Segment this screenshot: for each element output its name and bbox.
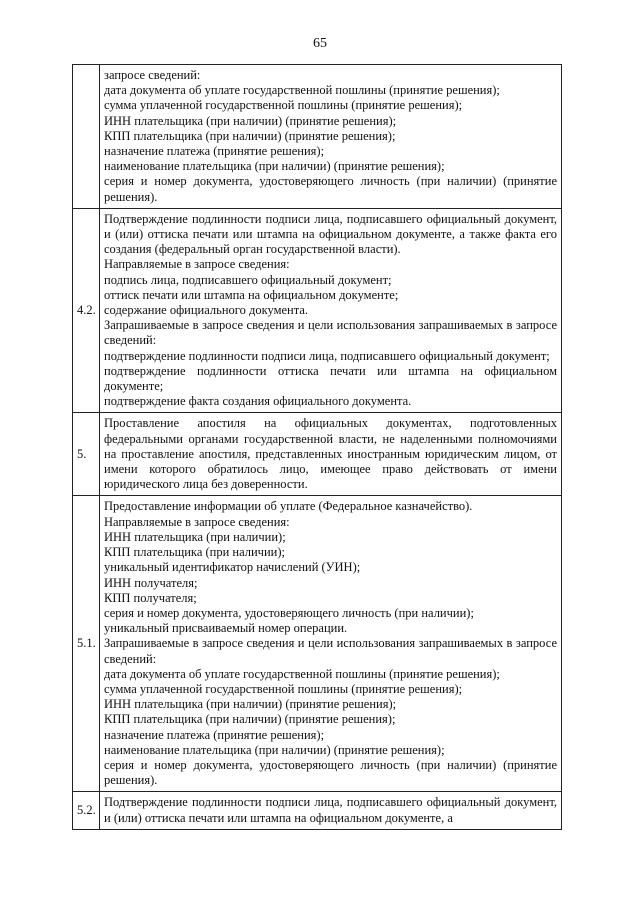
row-text-line: назначение платежа (принятие решения); [104, 727, 325, 742]
row-text-line: Запрашиваемые в запросе сведения и цели использования запрашиваемых в запросе сведений: [104, 636, 557, 666]
row-text-line: подтверждение подлинности оттиска печати или штампа на официальном документе; [104, 363, 557, 394]
row-text-line: серия и номер документа, удостоверяющего личность (при наличии); [104, 605, 474, 620]
row-text-line: Проставление апостиля на официальных документах, подготовленных федеральными органами государственной власти, не наделенными полномочиями на проставление апостиля, представленных иностранным юридическим лицом, от имени которого обратилось лицо, имеющее право действовать от имени юридического лица без доверенности. [104, 416, 557, 492]
row-text-line: Подтверждение подлинности подписи лица, подписавшего официальный документ, и (или) оттиска печати или штампа на официальном документе, а [104, 795, 557, 825]
row-text-line: подтверждение факта создания официального документа. [104, 394, 412, 409]
row-text-line: Запрашиваемые в запросе сведения и цели использования запрашиваемых в запросе сведений: [104, 318, 557, 348]
table-row [73, 208, 562, 413]
row-text-line: КПП получателя; [104, 590, 197, 605]
row-text-line: сумма уплаченной государственной пошлины (принятие решения); [104, 98, 463, 113]
row-text-line: содержание официального документа. [104, 303, 309, 318]
row-content [100, 65, 562, 209]
row-text-line: дата документа об уплате государственной пошлины (принятие решения); [104, 83, 500, 98]
table-row [73, 65, 562, 209]
row-text-line: Подтверждение подлинности подписи лица, подписавшего официальный документ, и (или) оттиска печати или штампа на официальном документе, а также факта его создания (федеральный орган государственной власти). [104, 211, 557, 257]
table-row [73, 792, 562, 829]
services-table [72, 64, 562, 830]
row-text-line: сумма уплаченной государственной пошлины (принятие решения); [104, 681, 463, 696]
row-text-line: уникальный присваиваемый номер операции. [104, 621, 348, 636]
table-row [73, 496, 562, 792]
row-number: 5. [73, 413, 100, 496]
row-text-line: ИНН получателя; [104, 575, 198, 590]
row-content [100, 208, 562, 413]
row-text-line: оттиск печати или штампа на официальном документе; [104, 287, 399, 302]
row-text-line: ИНН плательщика (при наличии); [104, 529, 286, 544]
page-number: 65 [313, 36, 327, 51]
row-content [100, 413, 562, 496]
row-text-line: Направляемые в запросе сведения: [104, 257, 290, 272]
row-text-line: КПП плательщика (при наличии); [104, 545, 285, 560]
row-text-line: назначение платежа (принятие решения); [104, 144, 325, 159]
row-number [73, 65, 100, 209]
row-text-line: наименование плательщика (при наличии) (принятие решения); [104, 742, 445, 757]
row-text-line: ИНН плательщика (при наличии) (принятие решения); [104, 697, 397, 712]
row-number: 5.2. [73, 792, 100, 829]
table-row [73, 413, 562, 496]
row-text-line: КПП плательщика (при наличии) (принятие решения); [104, 128, 396, 143]
row-number: 5.1. [73, 496, 100, 792]
row-content [100, 496, 562, 792]
row-text-line: КПП плательщика (при наличии) (принятие решения); [104, 712, 396, 727]
row-content [100, 792, 562, 829]
row-text-line: подпись лица, подписавшего официальный документ; [104, 272, 392, 287]
row-text-line: дата документа об уплате государственной пошлины (принятие решения); [104, 666, 500, 681]
row-text-line: уникальный идентификатор начислений (УИН); [104, 560, 361, 575]
row-text-line: ИНН плательщика (при наличии) (принятие решения); [104, 113, 397, 128]
row-text-line: Направляемые в запросе сведения: [104, 514, 290, 529]
row-text-line: серия и номер документа, удостоверяющего личность (при наличии) (принятие решения). [104, 757, 557, 788]
row-text-line: наименование плательщика (при наличии) (принятие решения); [104, 159, 445, 174]
row-text-line: запросе сведений: [104, 68, 201, 82]
row-text-line: серия и номер документа, удостоверяющего личность (при наличии) (принятие решения). [104, 174, 557, 204]
row-text-line: Предоставление информации об уплате (Федеральное казначейство). [104, 499, 473, 514]
row-number: 4.2. [73, 208, 100, 413]
table-body [73, 65, 562, 830]
row-text-line: подтверждение подлинности подписи лица, подписавшего официальный документ; [104, 348, 550, 363]
